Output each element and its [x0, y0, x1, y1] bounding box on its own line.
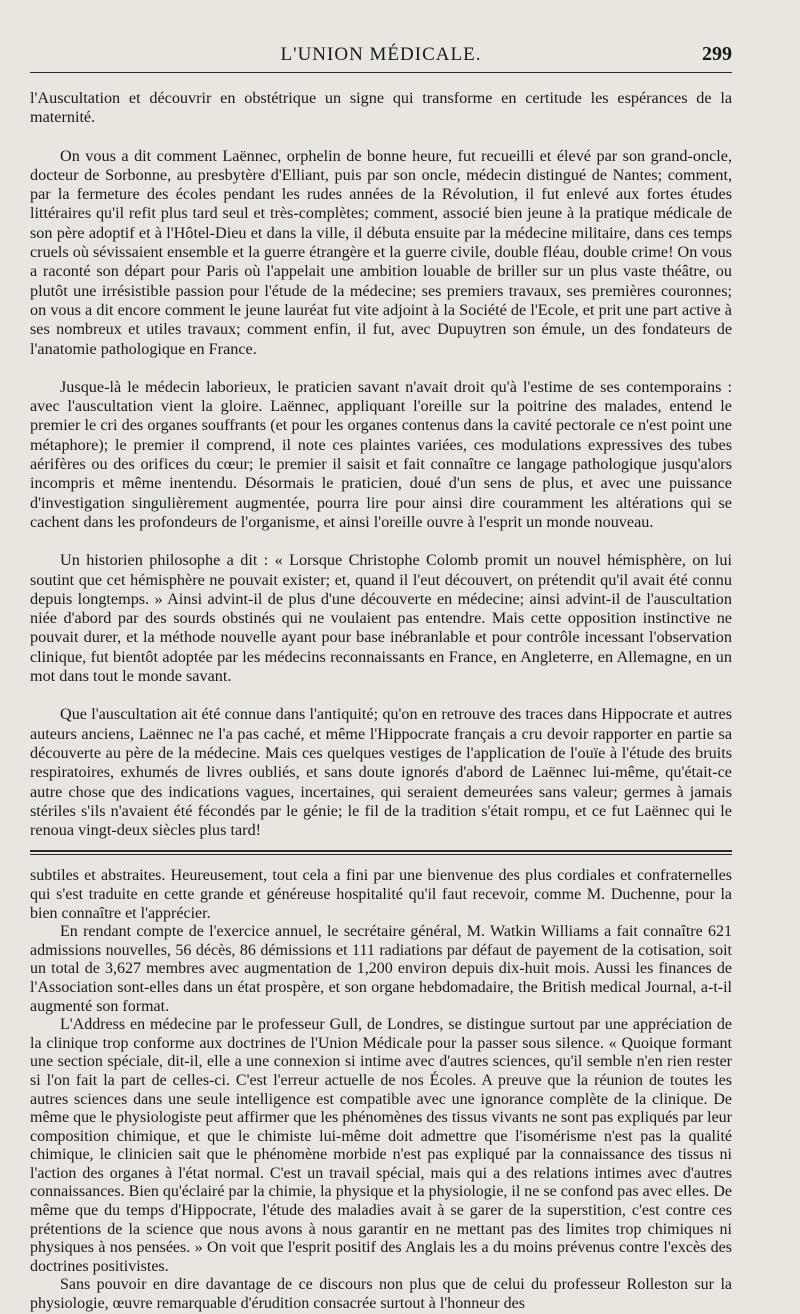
feuilleton-column	[30, 867, 732, 1313]
paragraph: Un historien philosophe a dit : « Lorsque Christophe Colomb promit un nouvel hémisphère, on lui soutint que cet hémisphère ne pouvait exister; et, quand il l'eut découvert, on prétendit qu'il avait été connu depuis longtemps. » Ainsi advint-il de plus d'une découverte en médecine; ainsi advint-il de l'auscultation niée d'abord par des sourds obstinés qui ne voulaient pas entendre. Mais cette opposition instinctive ne pouvait durer, et la méthode nouvelle ayant pour base inébranlable et pour contrôle incessant l'observation clinique, fut bientôt adoptée par les médecins reconnaissants en France, en Angleterre, en Allemagne, en un mot dans tout le monde savant.	[30, 551, 732, 686]
feuilleton-separator	[30, 850, 732, 855]
paragraph: subtiles et abstraites. Heureusement, tout cela a fini par une bienvenue des plus cordiales et confraternelles qui s'est traduite en cette grande et généreuse hospitalité qu'il faut recevoir, comme M. Duchenne, pour la bien connaître et l'apprécier.	[30, 867, 732, 922]
paragraph: On vous a dit comment Laënnec, orphelin de bonne heure, fut recueilli et élevé par son grand-oncle, docteur de Sorbonne, au presbytère d'Elliant, puis par son oncle, médecin distingué de Nantes; comment, par la fermeture des écoles pendant les rudes années de la Révolution, il fut enlevé aux fortes études littéraires qu'il refit plus tard seul et très-complètes; comment, associé bien jeune à la pratique médicale de son père adoptif et à l'Hôtel-Dieu et dans la ville, il débuta ensuite par la médecine militaire, dans ces temps cruels où sévissaient ensemble et la guerre étrangère et la guerre civile, double fléau, double crime! On vous a raconté son départ pour Paris où l'appelait une ambition louable de briller sur un plus vaste théâtre, ou plutôt une irrésistible passion pour l'étude de la médecine; ses premiers travaux, ses premières couronnes; on vous a dit encore comment le jeune lauréat fut vite adjoint à la Société de l'Ecole, et prit une part active à ses nombreux et utiles travaux; comment enfin, il fut, avec Dupuytren son émule, un des fondateurs de l'anatomie pathologique en France.	[30, 146, 732, 358]
running-title: L'UNION MÉDICALE.	[280, 44, 482, 65]
paragraph: l'Auscultation et découvrir en obstétrique un signe qui transforme en certitude les espérances de la maternité.	[30, 89, 732, 127]
running-head	[30, 0, 732, 72]
paragraph: L'Address en médecine par le professeur Gull, de Londres, se distingue surtout par une appréciation de la clinique trop conforme aux doctrines de l'Union Médicale pour la passer sous silence. « Quoique formant une section spéciale, dit-il, elle a une connexion si intime avec d'autres sciences, qu'il semble n'en rien rester si l'on fait la part de celles-ci. C'est l'erreur actuelle de nos Écoles. A preuve que la réunion de toutes les autres sciences dans une seule intelligence est compatible avec une ignorance complète de la clinique. De même que le physiologiste peut affirmer que les phénomènes des tissus vivants ne sont pas expliqués par leur composition chimique, et que le chimiste lui-même doit admettre que l'isomérisme n'est pas la qualité chimique, le clinicien sait que le phénomène morbide n'est pas expliqué par la connaissance des tissus ni l'action des organes à l'état normal. C'est un travail spécial, mais qui a des relations intimes avec d'autres connaissances. Bien qu'éclairé par la chimie, la physique et la physiologie, il ne se confond pas avec elles. De même que du temps d'Hippocrate, l'étude des maladies avait à se garer de la superstition, c'est contre ces prétentions de la science que nous avons à nous garantir en ne mettant pas des limites trop chimiques ni physiques à nos pensées. » On voit que l'esprit positif des Anglais les a du moins prévenus contre l'excès des doctrines positivistes.	[30, 1016, 732, 1275]
paragraph: Sans pouvoir en dire davantage de ce discours non plus que de celui du professeur Rolleston sur la physiologie, œuvre remarquable d'érudition consacrée surtout à l'honneur des	[30, 1276, 732, 1313]
upper-column	[30, 89, 732, 840]
paragraph: Jusque-là le médecin laborieux, le praticien savant n'avait droit qu'à l'estime de ses contemporains : avec l'auscultation vient la gloire. Laënnec, appliquant l'oreille sur la poitrine des malades, entend le premier le cri des organes souffrants (et pour les organes contenus dans la cavité pectorale ce n'est point une métaphore); le premier il comprend, il note ces plaintes variées, ces modulations expressives des tubes aérifères ou des orifices du cœur; le premier il saisit et fait connaître ce langage pathologique jusqu'alors incompris et même inentendu. Désormais le praticien, doué d'un sens de plus, et avec une puissance d'investigation singulièrement augmentée, pourra lire pour ainsi dire couramment les altérations qui se cachent dans les profondeurs de l'organisme, et ainsi l'oreille ouvre à l'esprit un monde nouveau.	[30, 377, 732, 531]
paragraph: En rendant compte de l'exercice annuel, le secrétaire général, M. Watkin Williams a fait connaître 621 admissions nouvelles, 56 décès, 86 démissions et 111 radiations par défaut de payement de la cotisation, soit un total de 3,627 membres avec augmentation de 1,200 environ depuis dix-huit mois. Aussi les finances de l'Association sont-elles dans un état prospère, et son organe hebdomadaire, the British medical Journal, a-t-il augmenté son format.	[30, 923, 732, 1015]
header-rule	[30, 72, 732, 73]
page-number: 299	[702, 43, 732, 65]
paragraph: Que l'auscultation ait été connue dans l'antiquité; qu'on en retrouve des traces dans Hippocrate et autres auteurs anciens, Laënnec ne l'a pas caché, et même l'Hippocrate français a cru devoir rapporter en partie sa découverte au père de la médecine. Mais ces quelques vestiges de l'application de l'ouïe à l'étude des bruits respiratoires, exhumés de livres oubliés, et sans doute ignorés d'abord de Laënnec lui-même, qu'était-ce autre chose que des indications vagues, incertaines, qui seraient demeurées sans valeur; germes à jamais stériles s'ils n'avaient été fécondés par le génie; le fil de la tradition s'était rompu, et ce fut Laënnec qui le renoua vingt-deux siècles plus tard!	[30, 705, 732, 840]
